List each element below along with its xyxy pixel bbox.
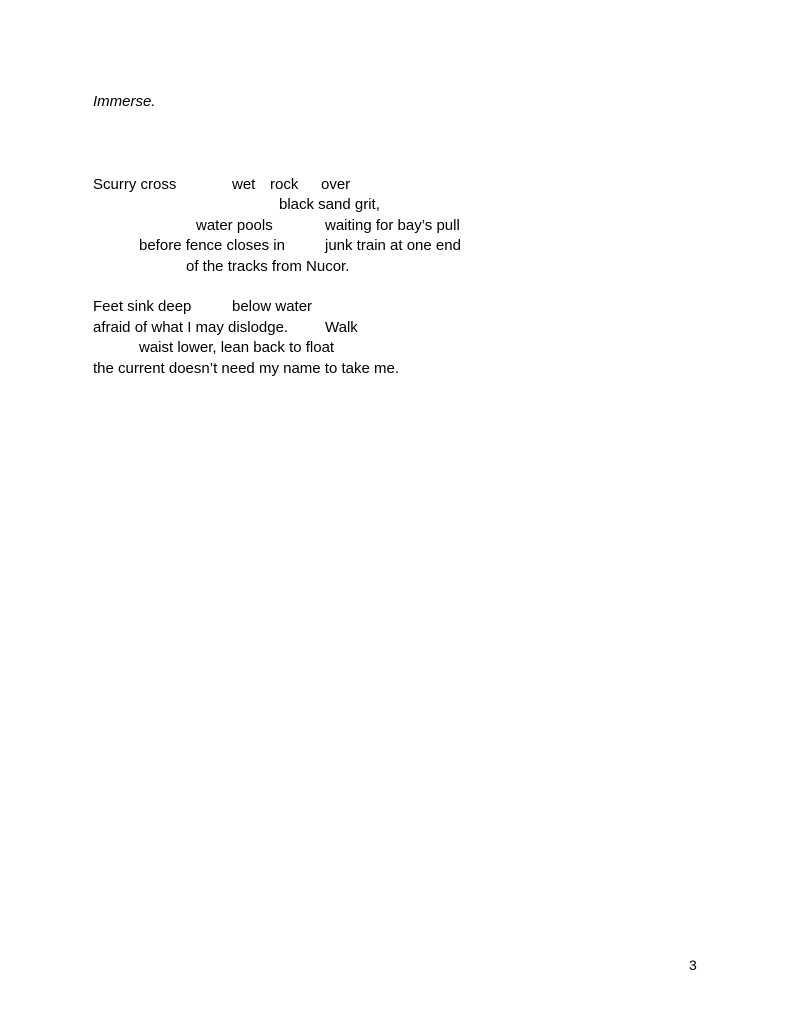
stanza1-line3-part1: water pools [196, 217, 273, 234]
page-number: 3 [689, 957, 697, 973]
stanza2-line4: the current doesn’t need my name to take me. [93, 360, 399, 377]
poem-title: Immerse. [93, 93, 156, 110]
stanza1-line5: of the tracks from Nucor. [186, 258, 350, 275]
stanza2-line3: waist lower, lean back to float [139, 339, 335, 356]
stanza1-line1-part1: Scurry cross [93, 176, 177, 193]
stanza1-line1-part4: over [321, 176, 351, 193]
stanza1-line4-part1: before fence closes in [139, 237, 285, 254]
stanza1-line2: black sand grit, [279, 196, 380, 213]
stanza2-line1-part2: below water [232, 298, 313, 315]
stanza1-line4-part2: junk train at one end [325, 237, 461, 254]
stanza2-line1-part1: Feet sink deep [93, 298, 192, 315]
stanza2-line2-part2: Walk [325, 319, 358, 336]
stanza2-line2-part1: afraid of what I may dislodge. [93, 319, 289, 336]
stanza1-line1-part3: rock [270, 176, 299, 193]
stanza1-line1-part2: wet [232, 176, 256, 193]
stanza1-line3-part2: waiting for bay’s pull [325, 217, 460, 234]
